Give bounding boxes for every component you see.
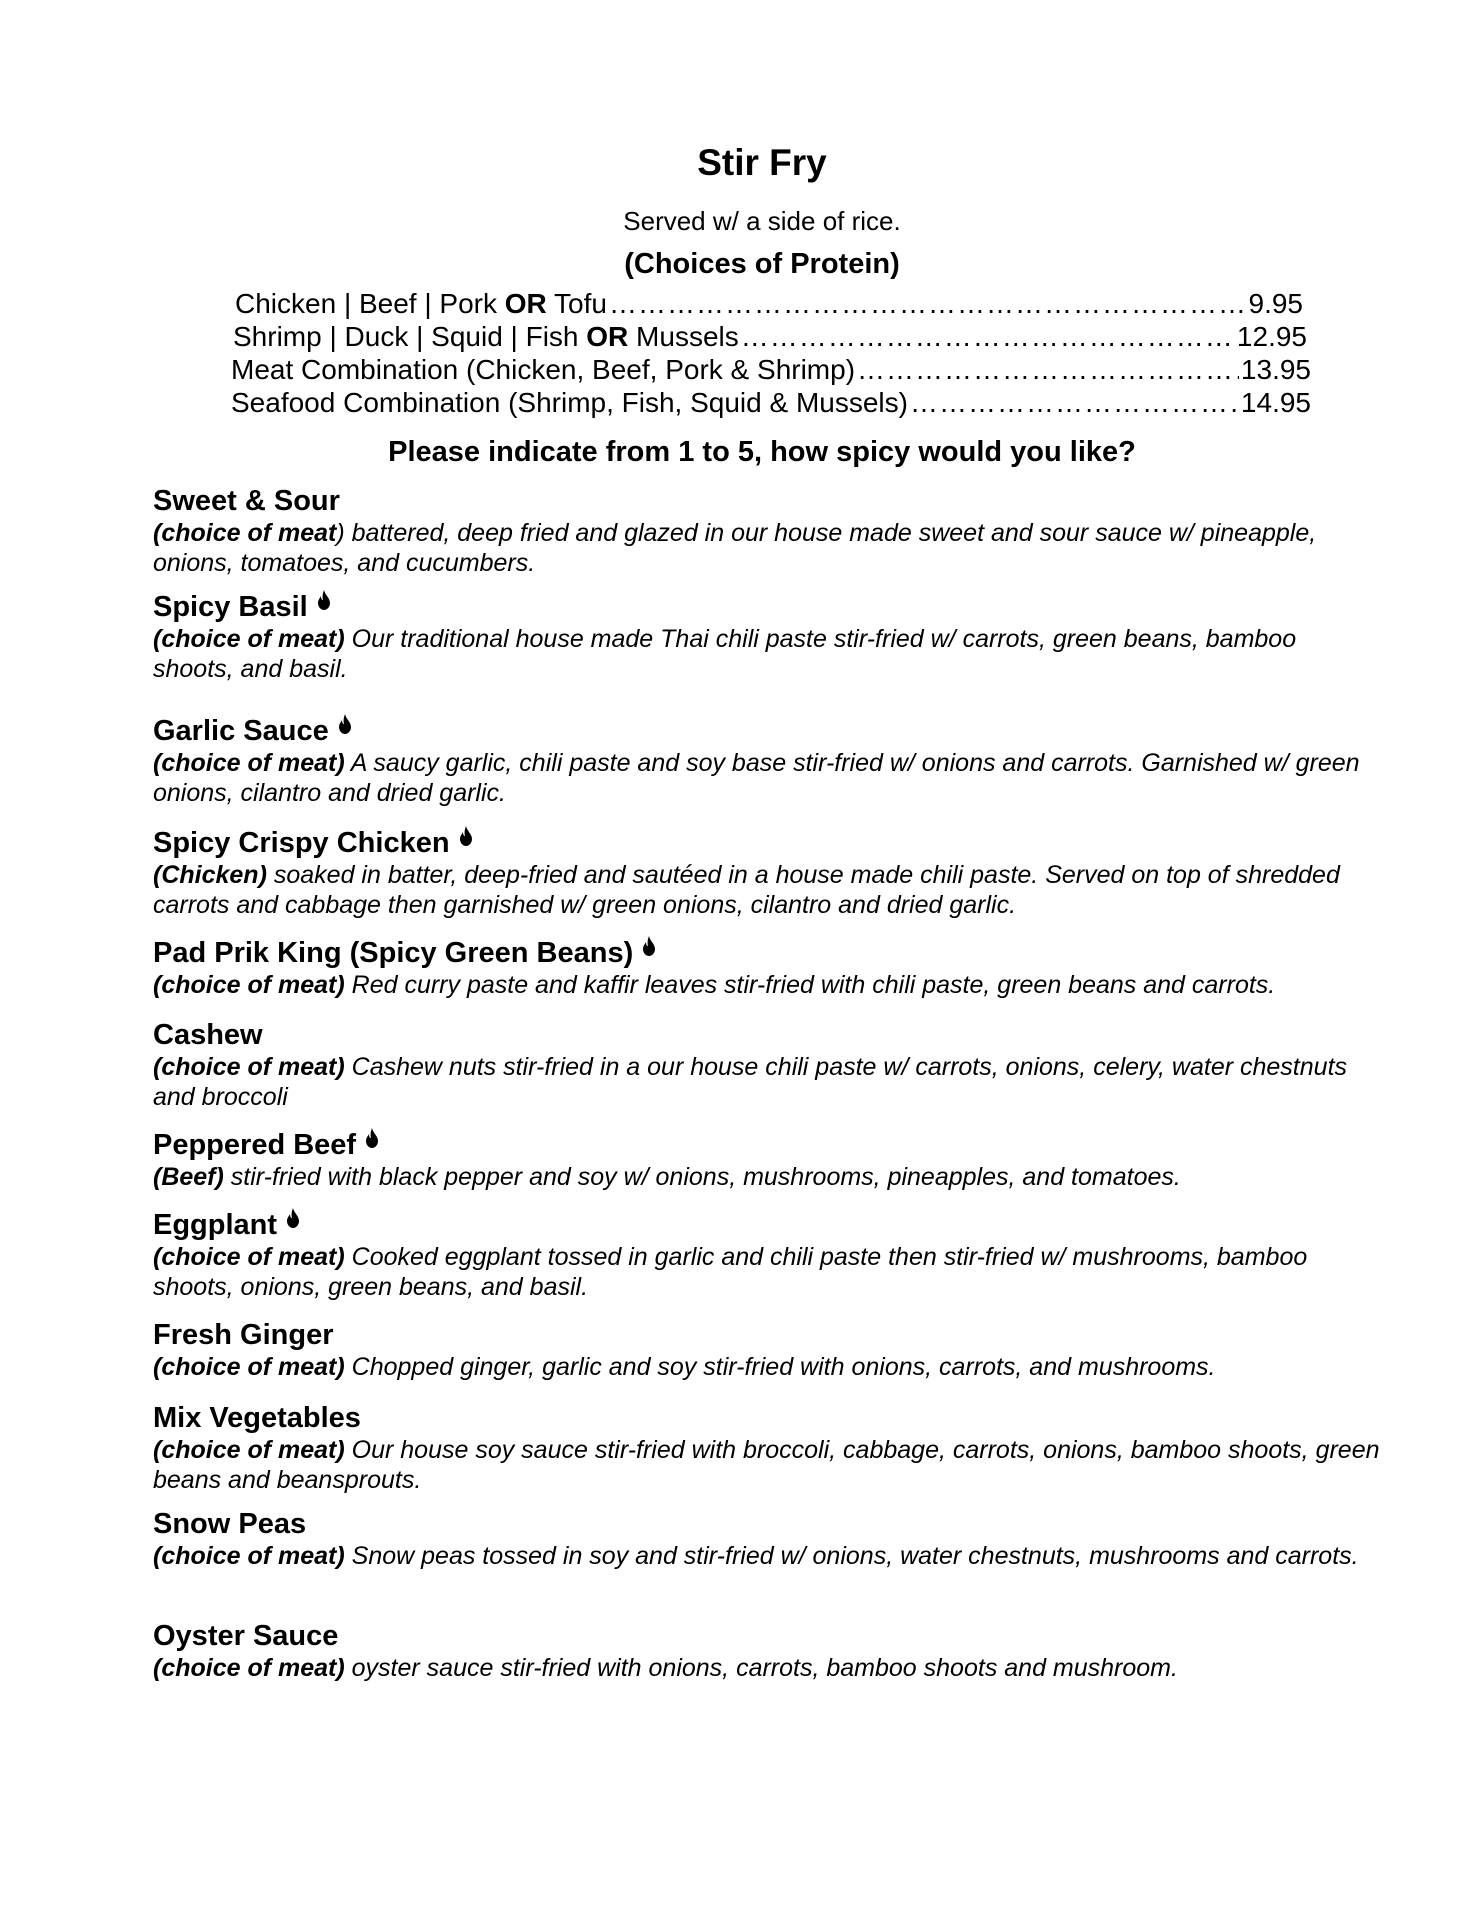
dot-leader xyxy=(609,287,1247,321)
subtitle: Served w/ a side of rice. xyxy=(623,206,901,236)
menu-item xyxy=(153,590,1383,684)
flame-icon xyxy=(317,584,331,618)
menu-item xyxy=(153,1318,1383,1382)
item-name: Sweet & Sour xyxy=(153,485,340,517)
spice-level-prompt: Please indicate from 1 to 5, how spicy would you like? xyxy=(388,436,1136,468)
price: 12.95 xyxy=(1236,321,1307,352)
price-row xyxy=(231,386,1311,420)
item-name: Garlic Sauce xyxy=(153,714,1383,748)
menu-item xyxy=(153,714,1383,808)
price-row xyxy=(235,287,1303,321)
price-row xyxy=(231,353,1311,387)
item-name: Fresh Ginger xyxy=(153,1319,334,1351)
flame-icon xyxy=(365,1122,379,1156)
flame-icon xyxy=(459,820,473,854)
flame-icon xyxy=(642,930,656,964)
menu-item xyxy=(153,1018,1383,1112)
dot-leader xyxy=(857,353,1239,387)
dot-leader xyxy=(741,320,1235,354)
menu-item xyxy=(153,1208,1383,1302)
item-name: Pad Prik King (Spicy Green Beans) xyxy=(153,936,1383,970)
price-row-label: Meat Combination (Chicken, Beef, Pork & Shrimp) xyxy=(231,354,856,385)
item-description: (choice of meat) Red curry paste and kaffir leaves stir-fried with chili paste, green beans and carrots. xyxy=(153,971,1276,999)
item-name: Oyster Sauce xyxy=(153,1620,339,1652)
item-name: Spicy Crispy Chicken xyxy=(153,826,1383,860)
price-row-label: Chicken | Beef | Pork OR Tofu xyxy=(235,288,607,319)
protein-heading: (Choices of Protein) xyxy=(624,248,900,280)
item-description: (choice of meat) Cashew nuts stir-fried in a our house chili paste w/ carrots, onions, celery, water chestnuts and broccoli xyxy=(153,1053,1348,1111)
flame-icon xyxy=(338,708,352,742)
price: 13.95 xyxy=(1240,354,1311,385)
price: 9.95 xyxy=(1248,288,1303,319)
item-description: (choice of meat) Snow peas tossed in soy and stir-fried w/ onions, water chestnuts, mushrooms and carrots. xyxy=(153,1542,1359,1570)
item-description: (Beef) stir-fried with black pepper and soy w/ onions, mushrooms, pineapples, and tomatoes. xyxy=(153,1163,1181,1191)
menu-item xyxy=(153,1401,1383,1495)
flame-icon xyxy=(286,1202,300,1236)
item-description: (Chicken) soaked in batter, deep-fried and sautéed in a house made chili paste. Served on top of shredded carrots and cabbage then garnished w/ green onions, cilantro and dried garlic. xyxy=(153,861,1340,919)
menu-item xyxy=(153,936,1383,1000)
page-title: Stir Fry xyxy=(697,142,827,183)
item-name: Snow Peas xyxy=(153,1508,307,1540)
item-description: (choice of meat) battered, deep fried and glazed in our house made sweet and sour sauce w/ pineapple, onions, tomatoes, and cucumbers. xyxy=(153,519,1317,577)
item-name: Eggplant xyxy=(153,1208,1383,1242)
menu-item xyxy=(153,484,1383,578)
item-description: (choice of meat) Chopped ginger, garlic and soy stir-fried with onions, carrots, and mushrooms. xyxy=(153,1353,1216,1381)
price-row xyxy=(233,320,1307,354)
item-name: Spicy Basil xyxy=(153,590,1383,624)
menu-item xyxy=(153,1619,1383,1683)
price-row-label: Seafood Combination (Shrimp, Fish, Squid & Mussels) xyxy=(231,387,908,418)
item-description: (choice of meat) oyster sauce stir-fried with onions, carrots, bamboo shoots and mushroom. xyxy=(153,1654,1178,1682)
item-description: (choice of meat) Our house soy sauce stir-fried with broccoli, cabbage, carrots, onions, bamboo shoots, green beans and beansprouts. xyxy=(153,1436,1380,1494)
dot-leader xyxy=(910,386,1239,420)
item-name: Peppered Beef xyxy=(153,1128,1383,1162)
price: 14.95 xyxy=(1240,387,1311,418)
item-description: (choice of meat) Our traditional house made Thai chili paste stir-fried w/ carrots, green beans, bamboo shoots, and basil. xyxy=(153,625,1297,683)
item-name: Mix Vegetables xyxy=(153,1402,361,1434)
price-row-label: Shrimp | Duck | Squid | Fish OR Mussels xyxy=(233,321,739,352)
item-name: Cashew xyxy=(153,1019,263,1051)
menu-item xyxy=(153,1507,1383,1571)
item-description: (choice of meat) Cooked eggplant tossed in garlic and chili paste then stir-fried w/ mushrooms, bamboo shoots, onions, green beans, and basil. xyxy=(153,1243,1308,1301)
protein-price-list xyxy=(0,0,1484,420)
menu-item xyxy=(153,826,1383,920)
item-description: (choice of meat) A saucy garlic, chili paste and soy base stir-fried w/ onions and carrots. Garnished w/ green onions, cilantro and dried garlic. xyxy=(153,749,1360,807)
menu-item xyxy=(153,1128,1383,1192)
